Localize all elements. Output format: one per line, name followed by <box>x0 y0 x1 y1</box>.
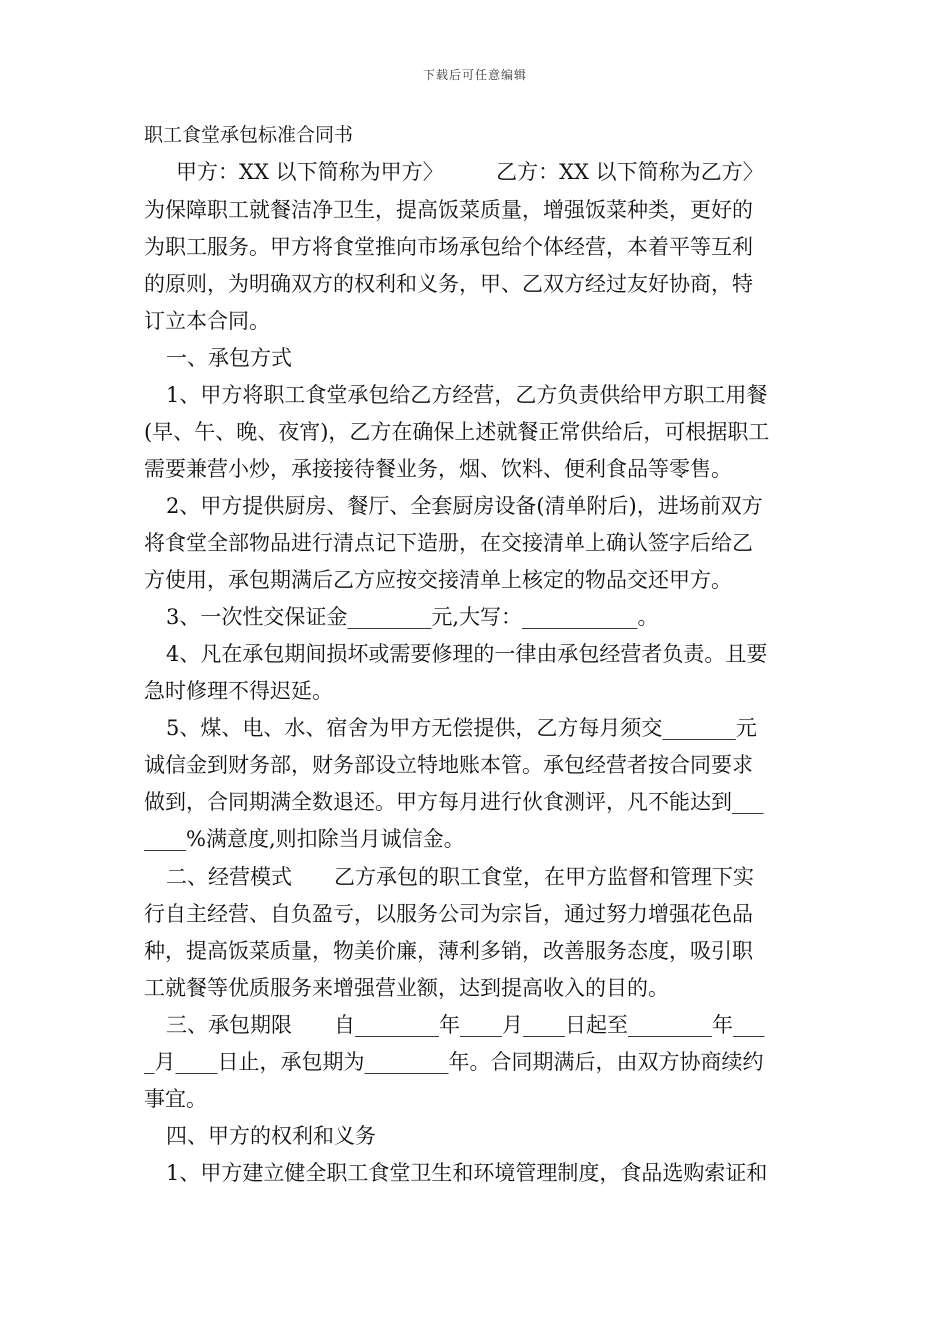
text-line: (早、午、晚、夜宵)，乙方在确保上述就餐正常供给后，可根据职工 <box>144 420 770 444</box>
text-line: 2、甲方提供厨房、餐厅、全套厨房设备(清单附后)，进场前双方 <box>166 494 763 518</box>
text-line: 4、凡在承包期间损坏或需要修理的一律由承包经营者负责。且要 <box>166 642 768 666</box>
text-line: 行自主经营、自负盈亏，以服务公司为宗旨，通过努力增强花色品 <box>144 902 753 926</box>
text-line: 急时修理不得迟延。 <box>144 679 333 703</box>
section-heading: 一、承包方式 <box>166 346 292 370</box>
text-line: _月____日止，承包期为________年。合同期满后，由双方协商续约 <box>144 1050 764 1074</box>
text-line: 为职工服务。甲方将食堂推向市场承包给个体经营，本着平等互利 <box>144 235 753 259</box>
text-line: 工就餐等优质服务来增强营业额，达到提高收入的目的。 <box>144 976 669 1000</box>
section-heading: 三、承包期限 自________年____月____日起至________年___ <box>166 1013 765 1037</box>
text-line: 订立本合同。 <box>144 309 270 333</box>
section-heading: 二、经营模式 乙方承包的职工食堂，在甲方监督和管理下实 <box>166 865 754 889</box>
text-line: 事宜。 <box>144 1087 207 1111</box>
text-line: 为保障职工就餐洁净卫生，提高饭菜质量，增强饭菜种类，更好的 <box>144 198 753 222</box>
text-line: 将食堂全部物品进行清点记下造册，在交接清单上确认签字后给乙 <box>144 531 753 555</box>
text-line: 诚信金到财务部，财务部设立特地账本管。承包经营者按合同要求 <box>144 753 753 777</box>
page-header: 下载后可任意编辑 <box>422 68 527 82</box>
text-line: 3、一次性交保证金________元,大写：___________。 <box>166 605 659 629</box>
text-line: 做到，合同期满全数退还。甲方每月进行伙食测评，凡不能达到___ <box>144 790 764 814</box>
text-line: 1、甲方建立健全职工食堂卫生和环境管理制度，食品选购索证和 <box>166 1161 768 1185</box>
text-line: 种，提高饭菜质量，物美价廉，薄利多销，改善服务态度，吸引职 <box>144 939 753 963</box>
section-heading: 四、甲方的权利和义务 <box>166 1124 376 1148</box>
text-line: 的原则，为明确双方的权利和义务，甲、乙双方经过友好协商，特 <box>144 272 753 296</box>
text-line: 方使用，承包期满后乙方应按交接清单上核定的物品交还甲方。 <box>144 568 732 592</box>
document-title: 职工食堂承包标准合同书 <box>144 124 354 146</box>
text-line: 1、甲方将职工食堂承包给乙方经营，乙方负责供给甲方职工用餐 <box>166 383 768 407</box>
text-line: ____%满意度,则扣除当月诚信金。 <box>144 827 465 851</box>
text-line: 5、煤、电、水、宿舍为甲方无偿提供，乙方每月须交_______元 <box>166 716 757 740</box>
party-line: 甲方：XX 以下简称为甲方〉 乙方：XX 以下简称为乙方〉 <box>176 160 764 184</box>
text-line: 需要兼营小炒，承接接待餐业务，烟、饮料、便利食品等零售。 <box>144 457 732 481</box>
